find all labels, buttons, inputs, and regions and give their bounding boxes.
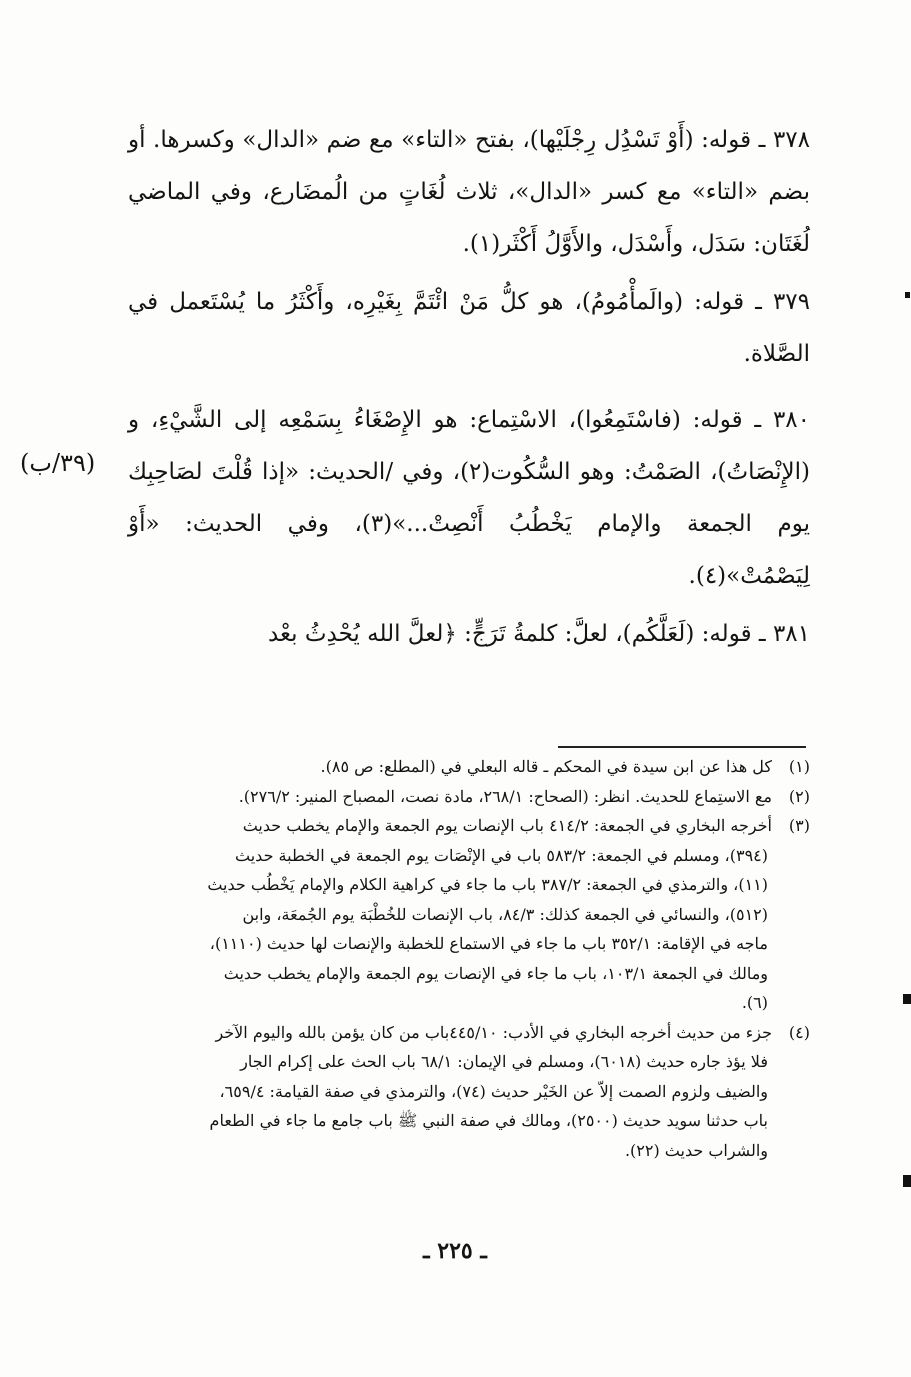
footnote-text-line: ومالك في الجمعة ١٠٣/١، باب ما جاء في الإنصات يوم الجمعة والإمام يخطب حديث <box>223 963 768 983</box>
footnote-2 <box>118 782 810 812</box>
footnotes-section <box>118 752 810 1165</box>
footnote-text-line: أخرجه البخاري في الجمعة: ٤١٤/٢ باب الإنصات يوم الجمعة والإمام يخطب حديث <box>242 816 772 835</box>
paragraph-380: ٣٨٠ ـ قوله: (فاسْتَمِعُوا)، الاسْتِماع: هو الإِصْغَاءُ بِسَمْعِه إلى الشَّيْءِ، و (الإِنْصَاتُ)، الصَمْتُ: وهو السُّكُوت(٢)، وفي /الحديث: «إذا قُلْتَ لصَاحِبِك يوم الجمعة والإمام يَخْطُبُ أَنْصِتْ...»(٣)، وفي الحديث: «أَوْ لِيَصْمُتْ»(٤). <box>128 407 810 589</box>
footnote-text-line: باب حدثنا سويد حديث (٢٥٠٠)، ومالك في صفة النبي ﷺ باب جامع ما جاء في الطعام <box>209 1111 768 1130</box>
footnote-text-line: جزء من حديث أخرجه البخاري في الأدب: ٤٤٥/١٠باب من كان يؤمن بالله واليوم الآخر <box>215 1022 772 1042</box>
footnote-3 <box>118 811 810 1018</box>
footnote-4 <box>118 1018 810 1166</box>
footnote-number: (١) <box>788 757 810 776</box>
footnote-text-line: ماجه في الإقامة: ٣٥٢/١ باب ما جاء في الاستماع للخطبة والإنصات لها حديث (١١١٠)، <box>209 934 768 953</box>
footnote-number: (٢) <box>788 786 810 806</box>
scan-edge-mark <box>903 1175 911 1187</box>
scan-edge-mark <box>905 292 910 298</box>
footnote-text: مع الاستِماع للحديث. انظر: (الصحاح: ٢٦٨/١، مادة نصت، المصباح المنير: ٢٧٦/٢). <box>238 786 772 806</box>
footnote-text-line: والضيف ولزوم الصمت إلاّ عن الخَيْر حديث (٧٤)، والترمذي في صفة القيامة: ٦٥٩/٤، <box>219 1081 768 1101</box>
scan-edge-mark <box>903 994 911 1004</box>
footnote-number: (٤) <box>788 1022 810 1042</box>
footnote-separator <box>558 746 806 748</box>
footnote-text-line: (٣٩٤)، ومسلم في الجمعة: ٥٨٣/٢ باب في الإنْصَات يوم الجمعة في الخطبة حديث <box>235 845 768 865</box>
footnote-text-line: فلا يؤذ جاره حديث (٦٠١٨)، ومسلم في الإيمان: ٦٨/١ باب الحث على إكرام الجار <box>240 1052 768 1071</box>
manuscript-folio-reference: (٣٩/ب) <box>20 449 96 477</box>
footnote-number: (٣) <box>788 816 810 835</box>
footnote-text-line: (١١)، والترمذي في الجمعة: ٣٨٧/٢ باب ما جاء في كراهية الكلام والإمام يَخْطُب حديث <box>207 875 768 894</box>
paragraph-379: ٣٧٩ ـ قوله: (والَمأْمُومُ)، هو كلُّ مَنْ ائْتَمَّ بِغَيْرِه، وأَكْثَرُ ما يُسْتَعمل في الصَّلاة. <box>128 289 810 367</box>
footnote-text-line: (٥١٢)، والنسائي في الجمعة كذلك: ٨٤/٣، باب الإنصات للخُطْبَة يوم الجُمعَة، وابن <box>242 904 768 924</box>
page-number: ـ ٢٢٥ ـ <box>423 1238 487 1264</box>
footnote-text-line: (٦). <box>741 993 768 1012</box>
paragraph-381: ٣٨١ ـ قوله: (لَعَلَّكُم)، لعلَّ: كلمةُ تَرَجٍّ: ﴿لعلَّ الله يُحْدِثُ بعْد <box>267 621 810 647</box>
footnote-text: كل هذا عن ابن سيدة في المحكم ـ قاله البعلي في (المطلع: ص ٨٥). <box>320 757 772 776</box>
footnote-1 <box>118 752 810 782</box>
paragraph-378: ٣٧٨ ـ قوله: (أَوْ تَسْدُِل رِجْلَيْها)، بفتح «التاء» مع ضم «الدال» وكسرها. أو بضم «التاء» مع كسر «الدال»، ثلاث لُغَاتٍ من الُمضَارع، وفي الماضي لُغَتَان: سَدَل، وأَسْدَل، والأَوَّلُ أَكْثَر(١). <box>128 127 810 257</box>
footnote-text-line: والشراب حديث (٢٢). <box>624 1140 768 1160</box>
